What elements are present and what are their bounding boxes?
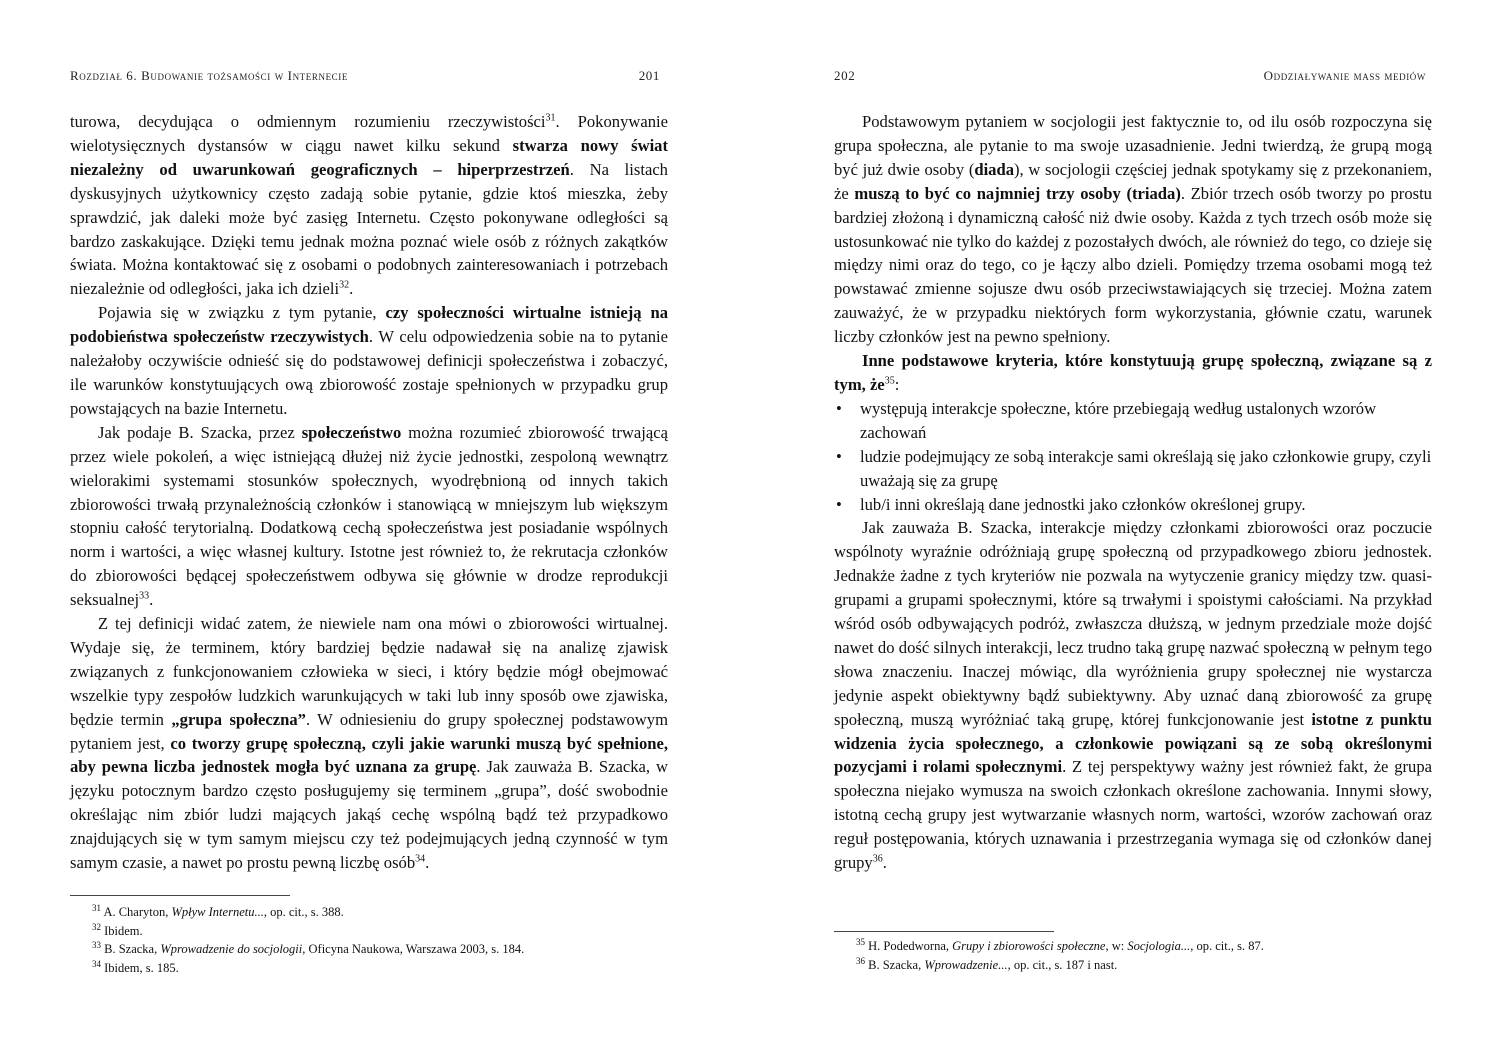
page-number: 201: [638, 68, 660, 83]
footnote-ref: 33: [139, 590, 150, 602]
chapter-title: Oddziaływanie mass mediów: [1263, 68, 1426, 83]
paragraph: Pojawia się w związku z tym pytanie, czy społeczności wirtualne istnieją na podobieństwa społeczeństw rzeczywistych. W celu odpowiedzenia sobie na to pytanie należałoby oczywiście odnieść się do podstawowej definicji społeczeństwa i zobaczyć, ile warunków konstytuujących ową zbiorowość zostaje spełnionych w przypadku grup powstających na bazie Internetu.: [70, 303, 668, 418]
paragraph: Jak podaje B. Szacka, przez społeczeństwo można rozumieć zbiorowość trwającą przez wiele pokoleń, a więc istniejącą dłużej niż życie jednostki, zespoloną wewnątrz wielorakimi systemami stosunków społecznych, wyodrębnioną od innych takich zbiorowości trwałą przynależnością członków i stanowiącą w mniejszym lub większym stopniu całość terytorialną. Dodatkową cechą społeczeństwa jest posiadanie wspólnych norm i wartości, a więc własnej kultury. Istotne jest również to, że rekrutacja członków do zbiorowości będącej społeczeństwem odbywa się głównie w drodze reprodukcji seksualnej$^{33}$.: [70, 422, 668, 610]
paragraph: Podstawowym pytaniem w socjologii jest faktycznie to, od ilu osób rozpoczyna się grupa społeczna, ale pytanie to ma swoje uzasadnienie. Jedni twierdzą, że grupą mogą być już dwie osoby (diada), w socjologii częściej jednak spotykamy się z przekonaniem, że muszą to być co najmniej trzy osoby (triada). Zbiór trzech osób tworzy po prostu bardziej złożoną i dynamiczną całość niż dwie osoby. Każda z tych trzech osób może się ustosunkować nie tylko do każdej z pozostałych dwóch, ale również do tego, co dzieje się między nimi oraz do tego, co je łączy albo dzieli. Pomiędzy trzema osobami mogą też powstawać zmienne sojusze dwu osób przeciwstawiających się trzeciej. Można zatem zauważyć, że w przypadku niektórych form wykorzystania, głównie czatu, warunek liczby członków jest na pewno spełniony.: [834, 112, 1432, 347]
footnote: $^{31}$ A. Charyton, Wpływ Internetu..., op. cit., s. 388.: [92, 902, 344, 919]
paragraph: Inne podstawowe kryteria, które konstytuują grupę społeczną, związane są z tym, $że^{35}$:: [834, 351, 1432, 394]
page-number: 202: [834, 68, 856, 83]
left-body-text: [70, 110, 668, 875]
bullet-icon: •: [836, 494, 842, 514]
list-item: • występują interakcje społeczne, które przebiegają według ustalonych wzorów zachowań: [836, 398, 1377, 442]
footnote: $^{32}$ Ibidem.: [92, 921, 143, 938]
bullet-icon: •: [836, 398, 842, 418]
footnote: $^{33}$ B. Szacka, Wprowadzenie do socjologii, Oficyna Naukowa, Warszawa 2003, s. 184.: [92, 939, 525, 956]
running-head-right: [834, 68, 1432, 88]
paragraph: Z tej definicji widać zatem, że niewiele nam ona mówi o zbiorowości wirtualnej. Wydaje się, że terminem, który bardziej będzie nadawał się na analizę zjawisk związanych z funkcjonowaniem człowieka w sieci, i który będzie mógł obejmować wszelkie typy zespołów ludzkich warunkujących w taki lub inny sposób owe zjawiska, będzie termin „grupa społeczna”. W odniesieniu do grupy społecznej podstawowym pytaniem jest, co tworzy grupę społeczną, czyli jakie warunki muszą być spełnione, aby pewna liczba jednostek mogła być uznana za grupę. Jak zauważa B. Szacka, w języku potocznym bardzo często posługujemy się terminem „grupa”, dość swobodnie określając nim zbiór ludzi mających jakąś cechę wspólną bądź też przypadkowo znajdujących się w tym samym miejscu czy też podejmujących jedną czynność w tym samym czasie, a nawet po prostu pewną liczbę osób$^{34}$.: [70, 614, 668, 873]
footnote: $^{36}$ B. Szacka, Wprowadzenie..., op. cit., s. 187 i nast.: [856, 955, 1118, 972]
footnote-ref: 32: [339, 279, 350, 291]
footnotes-right: [834, 937, 1432, 974]
footnotes-left: [70, 903, 668, 977]
footnote-ref: 34: [415, 853, 426, 865]
footnote: $^{34}$ Ibidem, s. 185.: [92, 958, 179, 975]
footnote-rule: [834, 931, 1054, 932]
paragraph: turowa, decydująca o odmiennym rozumieniu rzeczywistości$^{31}$. Pokonywanie wielotysięcznych dystansów w ciągu nawet kilku sekund stwarza nowy świat niezależny od uwarunkowań geograficznych – hiperprzestrzeń. Na listach dyskusyjnych użytkownicy często zadają sobie pytanie, gdzie ktoś mieszka, żeby sprawdzić, jak daleki może być zasięg Internetu. Często pokonywane odległości są bardzo zaskakujące. Dzięki temu jednak można poznać wiele osób z różnych zakątków świata. Można kontaktować się z osobami o podobnych zainteresowaniach i potrzebach niezależnie od odległości, jaka ich dzieli$^{32}$.: [70, 112, 668, 299]
paragraph: Jak zauważa B. Szacka, interakcje między członkami zbiorowości oraz poczucie wspólnoty wyraźnie odróżniają grupę społeczną od przypadkowego zbioru jednostek. Jednakże żadne z tych kryteriów nie pozwala na wytyczenie granicy między tzw. quasi-grupami a grupami społecznymi, które są trwałymi i spoistymi całościami. Na przykład wśród osób odbywających podróż, zwłaszcza dłuższą, w jednym przedziale może dojść nawet do dość silnych interakcji, lecz trudno taką grupę nazwać społeczną w pełnym tego słowa znaczeniu. Inaczej mówiąc, dla wyróżnienia grupy społecznej nie wystarcza jedynie aspekt obiektywny bądź subiektywny. Aby uznać daną zbiorowość za grupę społeczną, muszą wyróżniać taką grupę, której funkcjonowanie jest istotne z punktu widzenia życia społecznego, a członkowie powiązani są ze sobą określonymi pozycjami i rolami społecznymi. Z tej perspektywy ważny jest również fakt, że grupa społeczna niejako wymusza na swoich członkach określone zachowania. Innymi słowy, istotną cechą grupy jest wytwarzanie własnych norm, wartości, wzorów zachowań oraz reguł postępowania, których uznawania i przestrzegania wymaga się od członków danej grupy$^{36}$.: [834, 518, 1432, 873]
chapter-title: Rozdział 6. Budowanie tożsamości w Internecie: [70, 68, 348, 83]
footnote-rule: [70, 895, 290, 896]
list-item: • ludzie podejmujący ze sobą interakcje sami określają się jako członkowie grupy, czyli uważają się za grupę: [836, 446, 1432, 490]
running-head-left: [70, 68, 668, 88]
left-page: [70, 0, 668, 1061]
footnote-ref: 31: [545, 112, 556, 124]
footnote-ref: 36: [872, 853, 883, 865]
list-item: • lub/i inni określają dane jednostki jako członków określonej grupy.: [834, 493, 1432, 517]
right-page: [834, 0, 1432, 1061]
criteria-list: [834, 397, 1432, 517]
right-body-text: [834, 110, 1432, 875]
footnote-ref: 35: [884, 375, 895, 387]
bullet-icon: •: [836, 446, 842, 466]
footnote: $^{35}$ H. Podedworna, Grupy i zbiorowości społeczne, w: Socjologia..., op. cit., s. 87.: [856, 936, 1264, 953]
